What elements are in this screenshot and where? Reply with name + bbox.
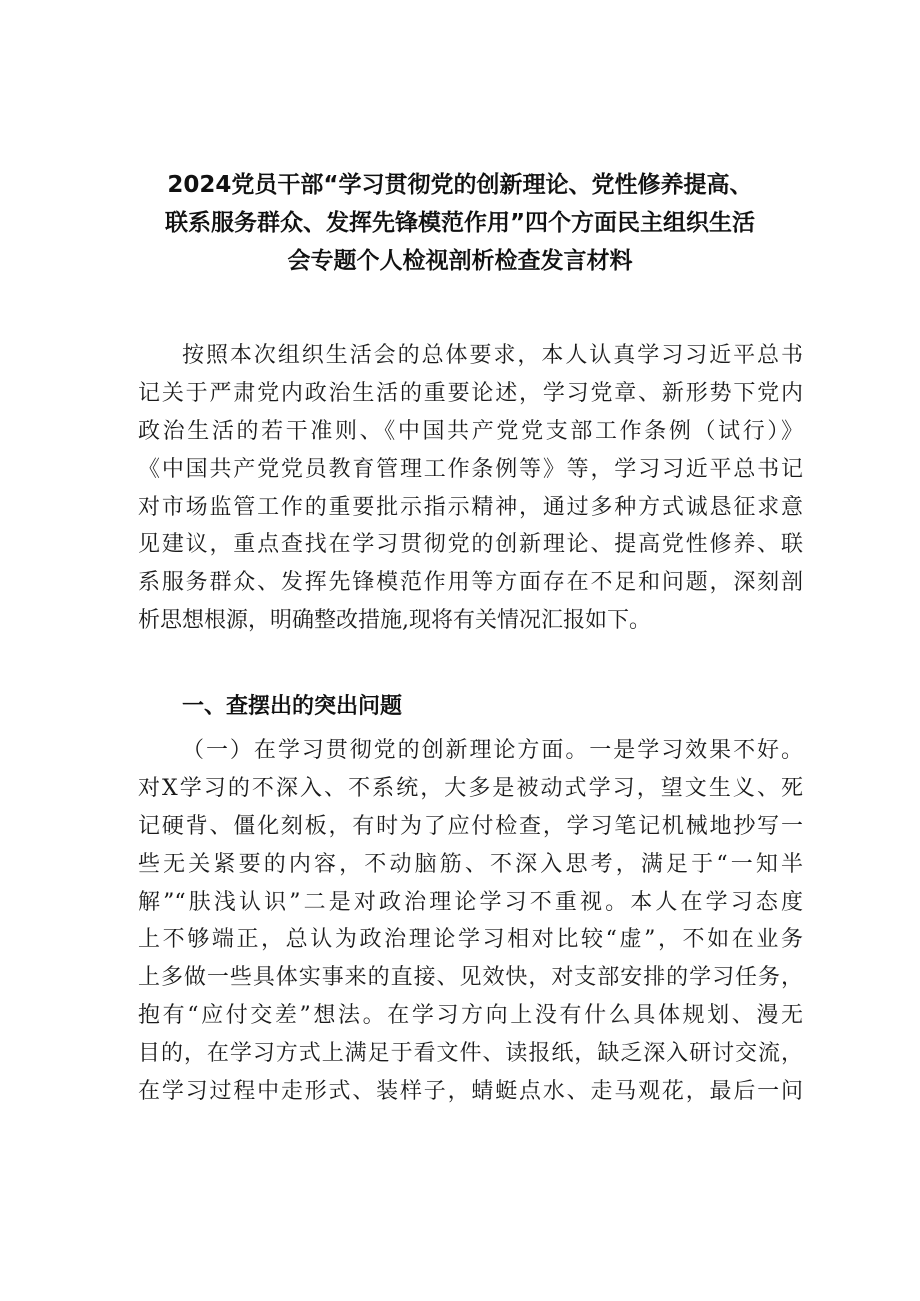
section-heading: 一、查摆出的突出问题: [182, 694, 403, 719]
paragraph-line: 系服务群众、发挥先锋模范作用等方面存在不足和问题，深刻剖: [138, 570, 803, 596]
paragraph-line: 解”“肤浅认识”二是对政治理论学习不重视。本人在学习态度: [138, 889, 803, 915]
paragraph-line: 对X学习的不深入、不系统，大多是被动式学习，望文生义、死: [138, 775, 803, 801]
document-title: [120, 166, 800, 280]
title-line: 联系服务群众、发挥先锋模范作用”四个方面民主组织生活: [164, 210, 756, 236]
title-line: 会专题个人检视剖析检查发言材料: [287, 248, 633, 274]
paragraph-line: 记关于严肃党内政治生活的重要论述，学习党章、新形势下党内: [138, 380, 803, 406]
paragraph-line: 上多做一些具体实事来的直接、见效快，对支部安排的学习任务，: [138, 965, 803, 991]
paragraph-line: 见建议，重点查找在学习贯彻党的创新理论、提高党性修养、联: [138, 532, 803, 558]
paragraph-line: 《中国共产党党员教育管理工作条例等》等，学习习近平总书记: [138, 456, 803, 482]
paragraph-line: 析思想根源，明确整改措施,现将有关情况汇报如下。: [138, 608, 651, 634]
title-line: 2024党员干部“学习贯彻党的创新理论、党性修养提高、: [167, 172, 753, 198]
paragraph-line: 政治生活的若干准则、《中国共产党党支部工作条例（试行）》: [138, 418, 803, 444]
paragraph-line: 些无关紧要的内容，不动脑筋、不深入思考，满足于“一知半: [138, 851, 803, 877]
paragraph-line: （一）在学习贯彻党的创新理论方面。一是学习效果不好。: [182, 738, 803, 763]
paragraph-line: 对市场监管工作的重要批示指示精神，通过多种方式诚恳征求意: [138, 494, 803, 520]
paragraph-line: 目的，在学习方式上满足于看文件、读报纸，缺乏深入研讨交流，: [138, 1041, 803, 1067]
section-1-paragraph: [138, 732, 803, 1111]
intro-paragraph: [138, 337, 803, 640]
paragraph-line: 上不够端正，总认为政治理论学习相对比较“虚”，不如在业务: [138, 927, 803, 953]
paragraph-line: 按照本次组织生活会的总体要求，本人认真学习习近平总书: [182, 343, 803, 368]
paragraph-line: 在学习过程中走形式、装样子，蜻蜓点水、走马观花，最后一问: [138, 1079, 803, 1105]
paragraph-line: 抱有“应付交差”想法。在学习方向上没有什么具体规划、漫无: [138, 1003, 803, 1029]
paragraph-line: 记硬背、僵化刻板，有时为了应付检查，学习笔记机械地抄写一: [138, 813, 803, 839]
